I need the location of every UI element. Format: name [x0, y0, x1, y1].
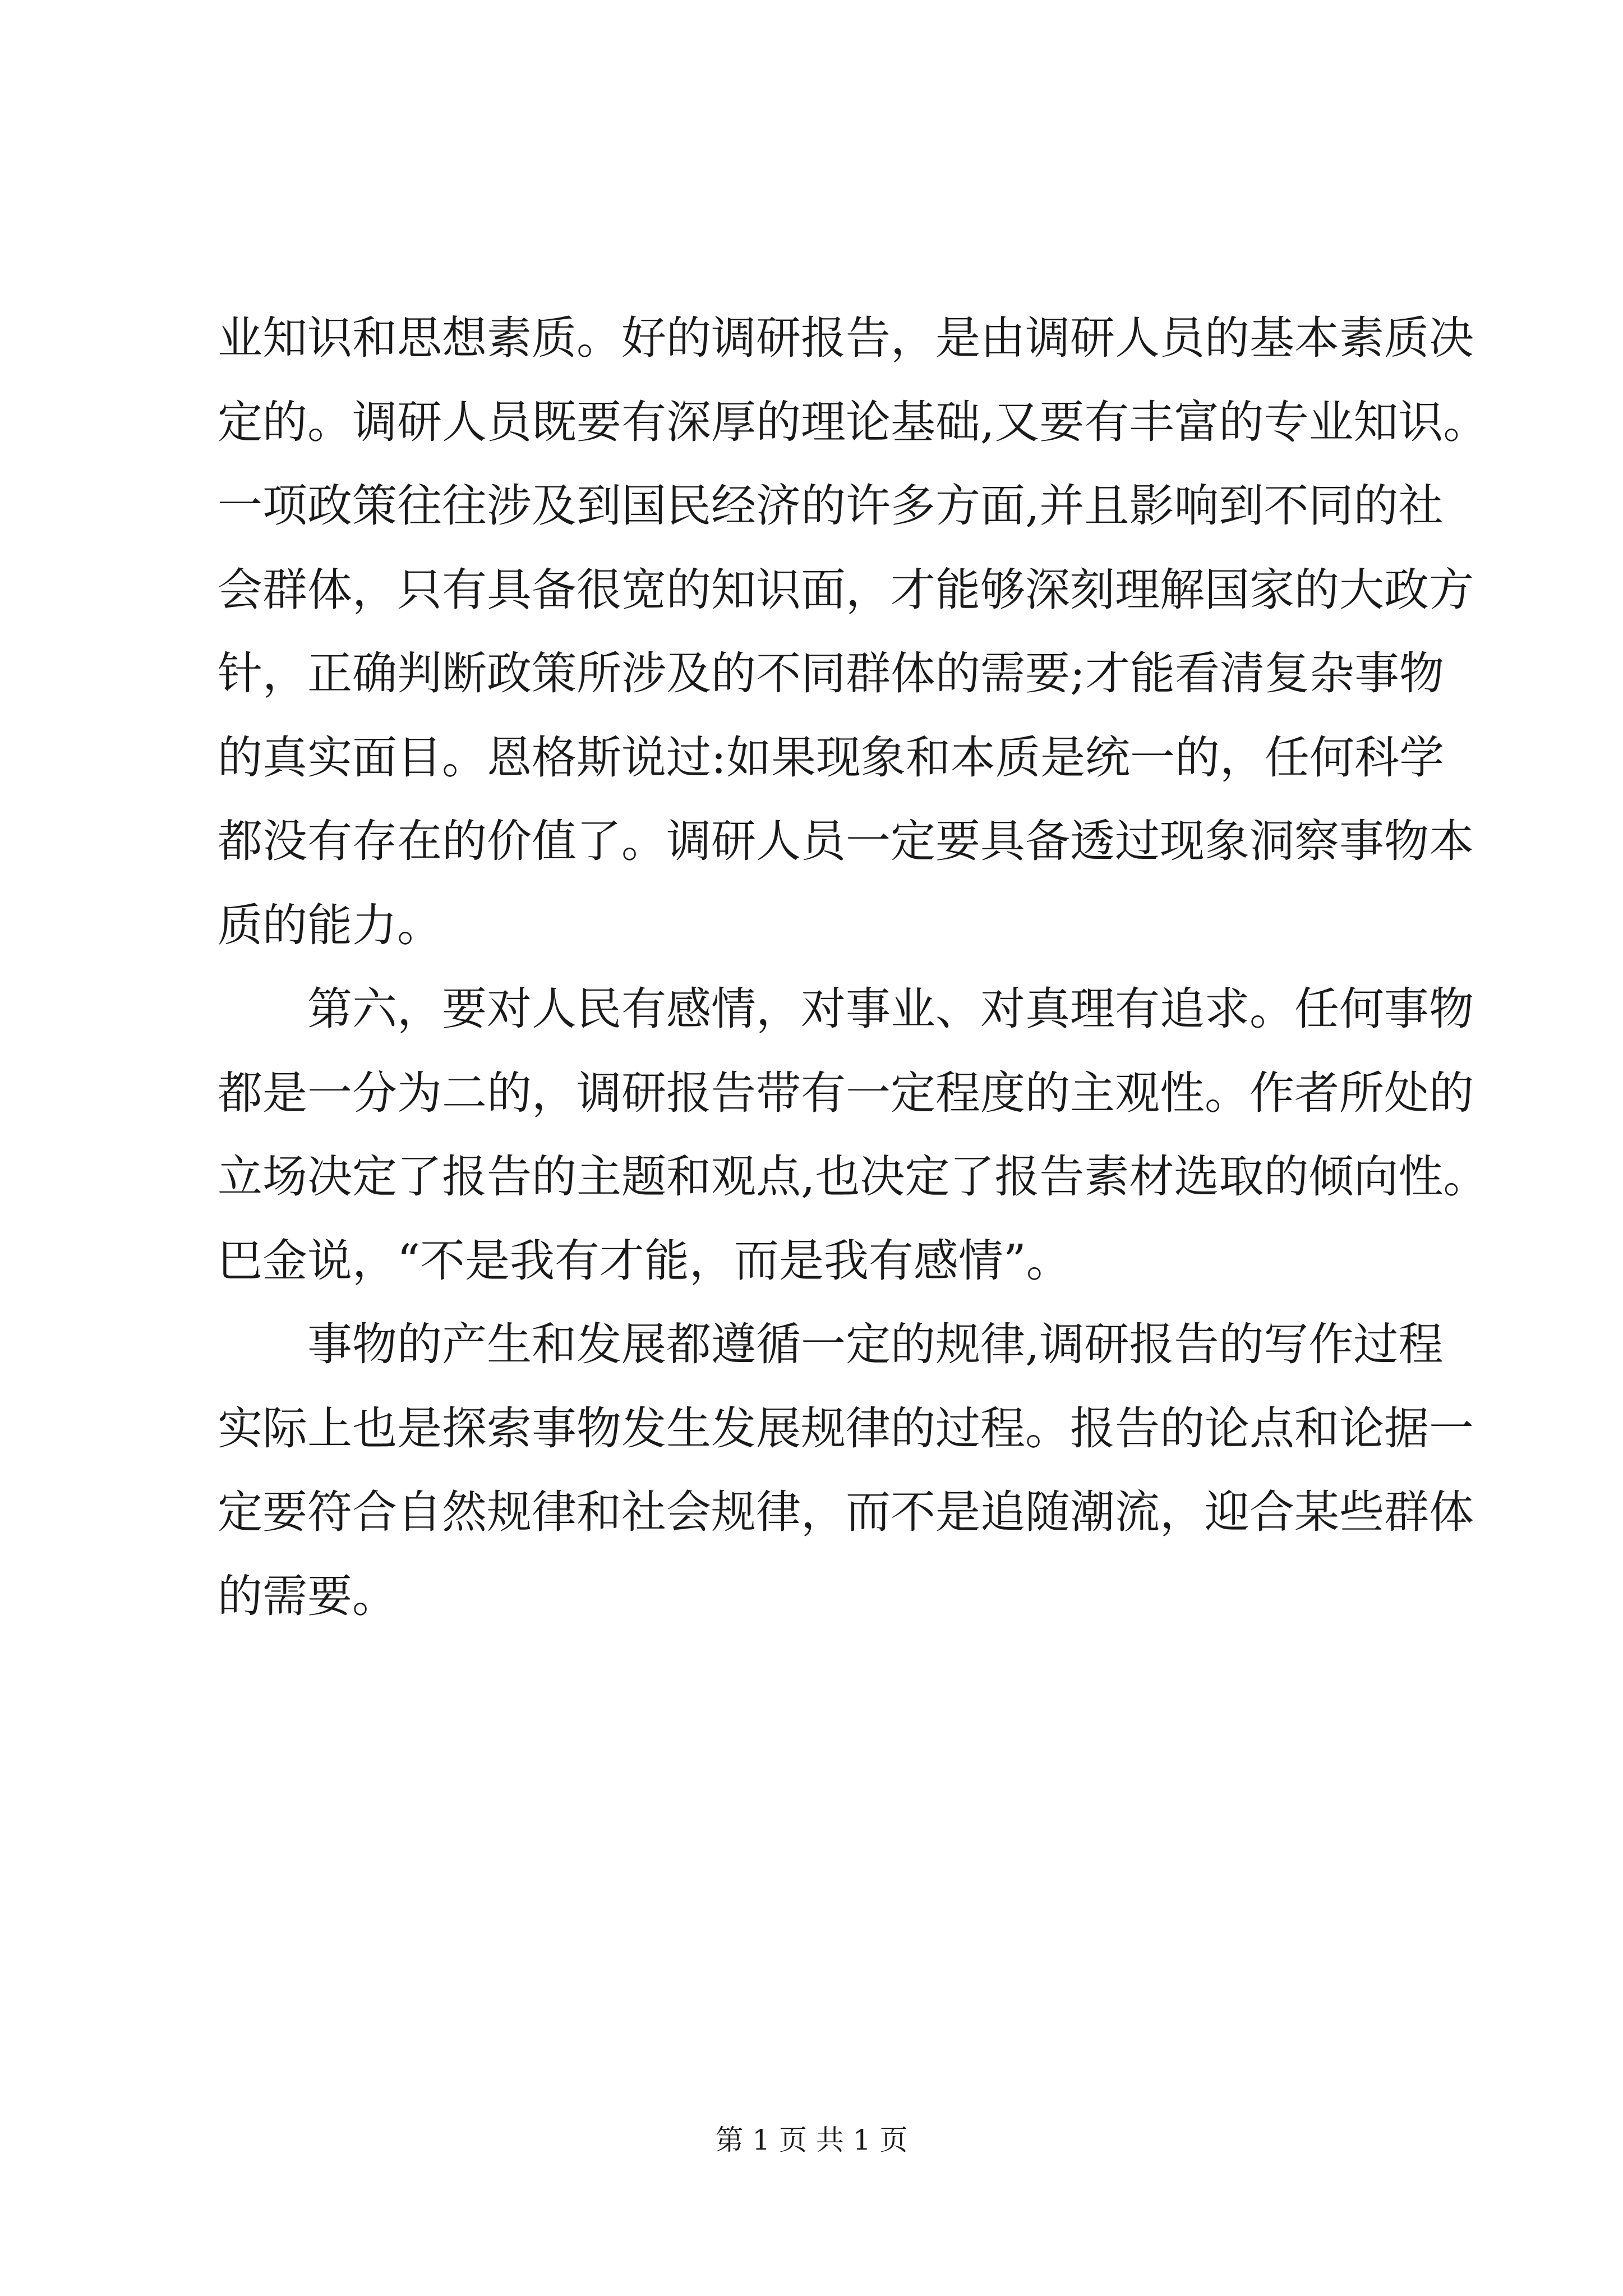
paragraph-1-line-5: 针，正确判断政策所涉及的不同群体的需要;才能看清复杂事物 [218, 647, 1444, 700]
paragraph-3-line-1: 事物的产生和发展都遵循一定的规律,调研报告的写作过程 [307, 1318, 1444, 1370]
paragraph-1-line-7: 都没有存在的价值了。调研人员一定要具备透过现象洞察事物本 [218, 815, 1474, 867]
page-number-footer: 第 1 页 共 1 页 [715, 2124, 908, 2156]
paragraph-1-line-2: 定的。调研人员既要有深厚的理论基础,又要有丰富的专业知识。 [218, 395, 1488, 448]
paragraph-2-line-4: 巴金说，“不是我有才能，而是我有感情”。 [218, 1234, 1071, 1287]
paragraph-2-line-2: 都是一分为二的，调研报告带有一定程度的主观性。作者所处的 [218, 1066, 1474, 1119]
body-text [218, 296, 1488, 1638]
paragraph-1-line-1: 业知识和思想素质。好的调研报告，是由调研人员的基本素质决 [218, 312, 1474, 364]
paragraph-3-line-4: 的需要。 [218, 1570, 397, 1622]
paragraph-3-line-2: 实际上也是探索事物发生发展规律的过程。报告的论点和论据一 [218, 1402, 1474, 1455]
paragraph-2-line-3: 立场决定了报告的主题和观点,也决定了报告素材选取的倾向性。 [218, 1151, 1488, 1203]
paragraph-3-line-3: 定要符合自然规律和社会规律，而不是追随潮流，迎合某些群体 [218, 1486, 1474, 1538]
paragraph-1-line-6: 的真实面目。恩格斯说过:如果现象和本质是统一的，任何科学 [218, 731, 1444, 784]
paragraph-1-line-3: 一项政策往往涉及到国民经济的许多方面,并且影响到不同的社 [218, 480, 1444, 532]
paragraph-2-line-1: 第六，要对人民有感情，对事业、对真理有追求。任何事物 [307, 983, 1474, 1035]
paragraph-1-line-8: 质的能力。 [218, 899, 442, 951]
paragraph-1-line-4: 会群体，只有具备很宽的知识面，才能够深刻理解国家的大政方 [218, 563, 1474, 616]
